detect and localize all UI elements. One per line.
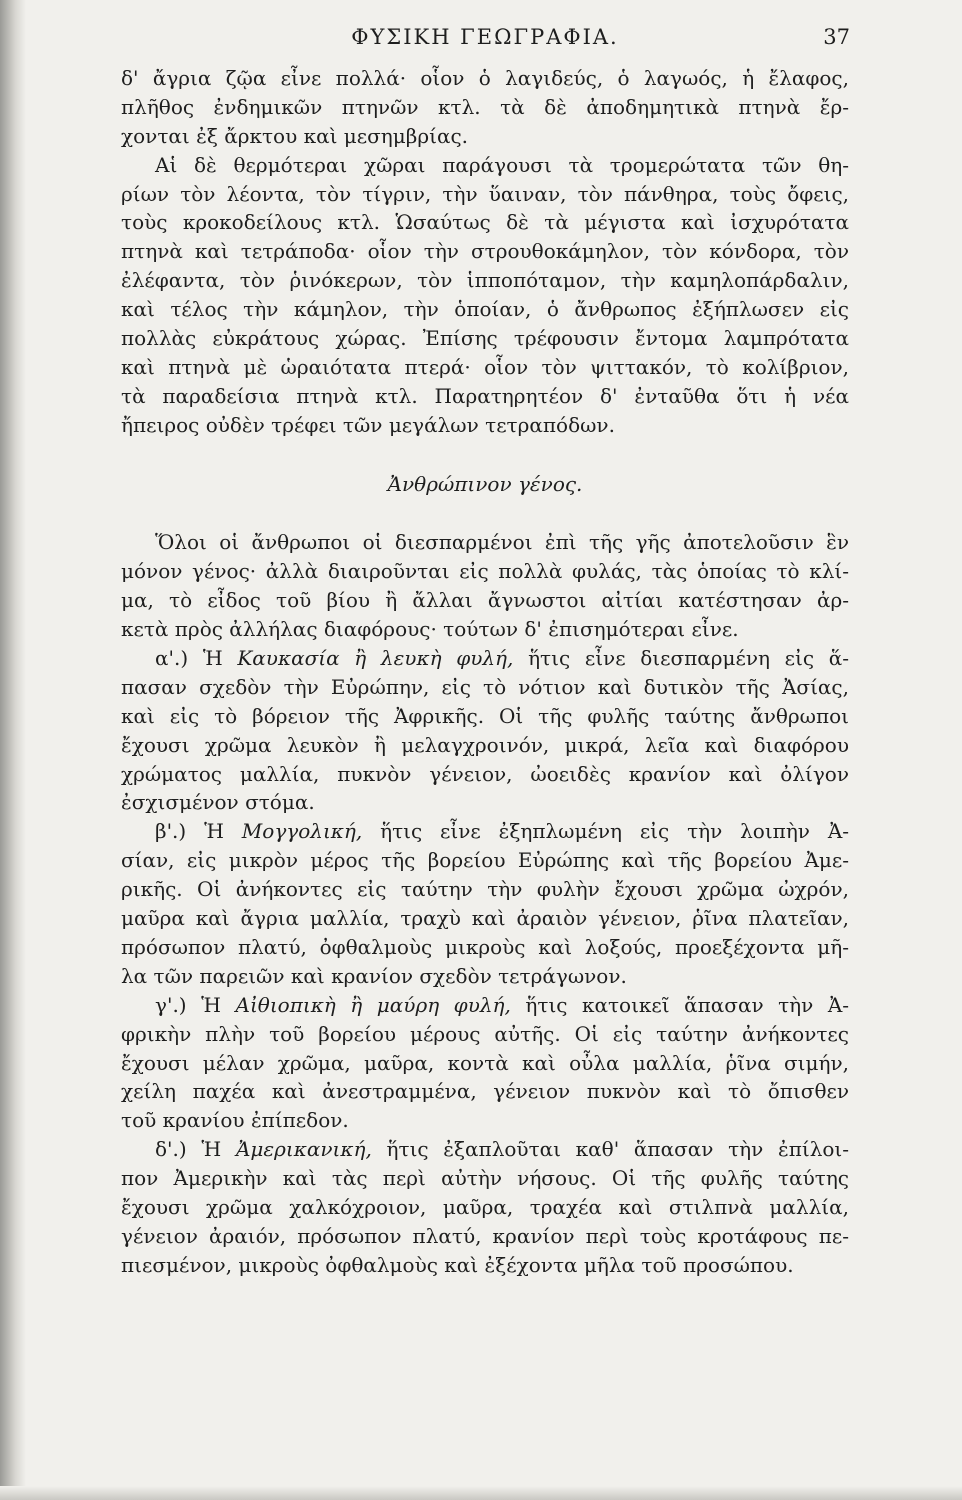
race-text: ἥτις ἐξαπλοῦται καθ' ἅπασαν τὴν ἐπίλοι- [386, 1137, 850, 1162]
text-line: καὶ τέλος τὴν κάμηλον, τὴν ὁποίαν, ὁ ἄνθρωπος ἐξήπλωσεν εἰς [121, 297, 849, 322]
text-line: καὶ εἰς τὸ βόρειον τῆς Ἀφρικῆς. Οἱ τῆς φυλῆς ταύτης ἄνθρωποι [121, 703, 849, 728]
page-edge-shadow [0, 0, 26, 1500]
text-line: χείλη παχέα καὶ ἀνεστραμμένα, γένειον πυκνὸν καὶ τὸ ὄπισθεν [121, 1079, 849, 1104]
text-line: χονται ἐξ ἄρκτου καὶ μεσημβρίας. [121, 123, 469, 148]
text-line: κετὰ πρὸς ἀλλήλας διαφόρους· τούτων δ' ἐπισημότεραι εἶνε. [121, 617, 739, 642]
text-line: τοὺς κροκοδείλους κτλ. Ὡσαύτως δὲ τὰ μέγιστα καὶ ἰσχυρότατα [121, 210, 849, 235]
text-line: πολλὰς εὐκράτους χώρας. Ἐπίσης τρέφουσιν ἔντομα λαμπρότατα [121, 326, 849, 351]
text-line: μόνον γένος· ἀλλὰ διαιροῦνται εἰς πολλὰ φυλάς, τὰς ὁποίας τὸ κλί- [121, 559, 849, 584]
text-line: τοῦ κρανίου ἐπίπεδον. [121, 1108, 349, 1133]
text-line: μα, τὸ εἶδος τοῦ βίου ἢ ἄλλαι ἄγνωστοι αἰτίαι κατέστησαν ἀρ- [121, 588, 849, 613]
race-name: Μογγολική, [241, 819, 363, 844]
race-name: Αἰθιοπικὴ ἢ μαύρη φυλή, [235, 992, 511, 1017]
text-line: ἔχουσι χρῶμα χαλκόχροιον, μαῦρα, τραχέα καὶ στιλπνὰ μαλλία, [121, 1194, 849, 1219]
text-line: πτηνὰ καὶ τετράποδα· οἷον τὴν στρουθοκάμηλον, τὸν κόνδορα, τὸν [121, 239, 849, 264]
text-line: ρίων τὸν λέοντα, τὸν τίγριν, τὴν ὕαιναν, τὸν πάνθηρα, τοὺς ὄφεις, [121, 181, 849, 206]
page-number: 37 [823, 25, 850, 49]
race-name: Καυκασία ἢ λευκὴ φυλή, [237, 646, 514, 671]
race-text: ἥτις εἶνε διεσπαρμένη εἰς ἅ- [528, 646, 850, 671]
text-line: χρώματος μαλλία, πυκνὸν γένειον, ὠοειδὲς κρανίον καὶ ὀλίγον [121, 761, 849, 786]
race-text: ἥτις εἶνε ἐξηπλωμένη εἰς τὴν λοιπὴν Ἀ- [380, 819, 850, 844]
text-line: φρικὴν πλὴν τοῦ βορείου μέρους αὐτῆς. Οἱ εἰς ταύτην ἀνήκοντες [121, 1021, 849, 1046]
race-article: Ἡ [201, 992, 221, 1017]
text-line: πρόσωπον πλατύ, ὀφθαλμοὺς μικροὺς καὶ λοξούς, προεξέχοντα μῆ- [121, 934, 849, 959]
text-line: Αἱ δὲ θερμότεραι χῶραι παράγουσι τὰ τρομερώτατα τῶν θη- [155, 152, 849, 177]
text-line: ἤπειρος οὐδὲν τρέφει τῶν μεγάλων τετραπόδων. [121, 412, 615, 437]
text-line: ἔχουσι μέλαν χρῶμα, μαῦρα, κοντὰ καὶ οὖλα μαλλία, ῥῖνα σιμήν, [121, 1050, 849, 1075]
text-line: μαῦρα καὶ ἄγρια μαλλία, τραχὺ καὶ ἀραιὸν γένειον, ῥῖνα πλατεῖαν, [121, 906, 849, 931]
text-line: ἐλέφαντα, τὸν ῥινόκερων, τὸν ἱπποπόταμον, τὴν καμηλοπάρδαλιν, [121, 268, 849, 293]
text-line: πιεσμένον, μικροὺς ὀφθαλμοὺς καὶ ἐξέχοντα μῆλα τοῦ προσώπου. [121, 1252, 794, 1277]
text-line: τὰ παραδείσια πτηνὰ κτλ. Παρατηρητέον δ' ἐνταῦθα ὅτι ἡ νέα [121, 383, 849, 408]
race-name: Ἀμερικανική, [235, 1137, 372, 1162]
text-line: πον Ἀμερικὴν καὶ τὰς περὶ αὐτὴν νήσους. Οἱ τῆς φυλῆς ταύτης [121, 1166, 849, 1191]
race-marker: δ'.) [155, 1137, 187, 1162]
text-line: ἔχουσι χρῶμα λευκὸν ἢ μελαγχροινόν, μικρά, λεῖα καὶ διαφόρου [121, 732, 849, 757]
text-line: καὶ πτηνὰ μὲ ὡραιότατα πτερά· οἷον τὸν ψιττακόν, τὸ κολίβριον, [121, 354, 849, 379]
race-heading-line [121, 644, 849, 673]
text-line: γένειον ἀραιόν, πρόσωπον πλατύ, κρανίον περὶ τοὺς κροτάφους πε- [121, 1223, 849, 1248]
race-article: Ἡ [201, 1137, 222, 1162]
race-marker: β'.) [155, 819, 187, 844]
race-heading-line [121, 991, 849, 1020]
race-marker: γ'.) [155, 992, 187, 1017]
race-heading-line [121, 817, 849, 846]
race-marker: α'.) [155, 646, 189, 671]
text-line: πασαν σχεδὸν τὴν Εὐρώπην, εἰς τὸ νότιον καὶ δυτικὸν τῆς Ἀσίας, [121, 674, 849, 699]
text-line: δ' ἄγρια ζῷα εἶνε πολλά· οἷον ὁ λαγιδεύς, ὁ λαγωός, ἡ ἔλαφος, [121, 66, 849, 90]
page-bottom-shadow [0, 1486, 962, 1500]
race-heading-line [121, 1135, 849, 1164]
text-line: ρικῆς. Οἱ ἀνήκοντες εἰς ταύτην τὴν φυλὴν ἔχουσι χρῶμα ὠχρόν, [121, 877, 849, 902]
text-line: πλῆθος ἐνδημικῶν πτηνῶν κτλ. τὰ δὲ ἀποδημητικὰ πτηνὰ ἔρ- [121, 94, 849, 119]
running-head: ΦΥΣΙΚΗ ΓΕΩΓΡΑΦΙΑ. [351, 25, 619, 49]
race-text: ἥτις κατοικεῖ ἅπασαν τὴν Ἀ- [525, 992, 850, 1017]
body-text [121, 64, 849, 1280]
race-article: Ἡ [204, 819, 224, 844]
text-line: ἐσχισμένον στόμα. [121, 790, 315, 815]
page-header [120, 20, 850, 54]
section-heading: Ἀνθρώπινον γένος. [387, 471, 583, 496]
text-line: σίαν, εἰς μικρὸν μέρος τῆς βορείου Εὐρώπης καὶ τῆς βορείου Ἀμε- [121, 848, 849, 873]
text-line: Ὅλοι οἱ ἄνθρωποι οἱ διεσπαρμένοι ἐπὶ τῆς γῆς ἀποτελοῦσιν ἓν [155, 530, 849, 555]
text-line: λα τῶν παρειῶν καὶ κρανίον σχεδὸν τετράγωνον. [121, 963, 627, 988]
race-article: Ἡ [202, 646, 223, 671]
